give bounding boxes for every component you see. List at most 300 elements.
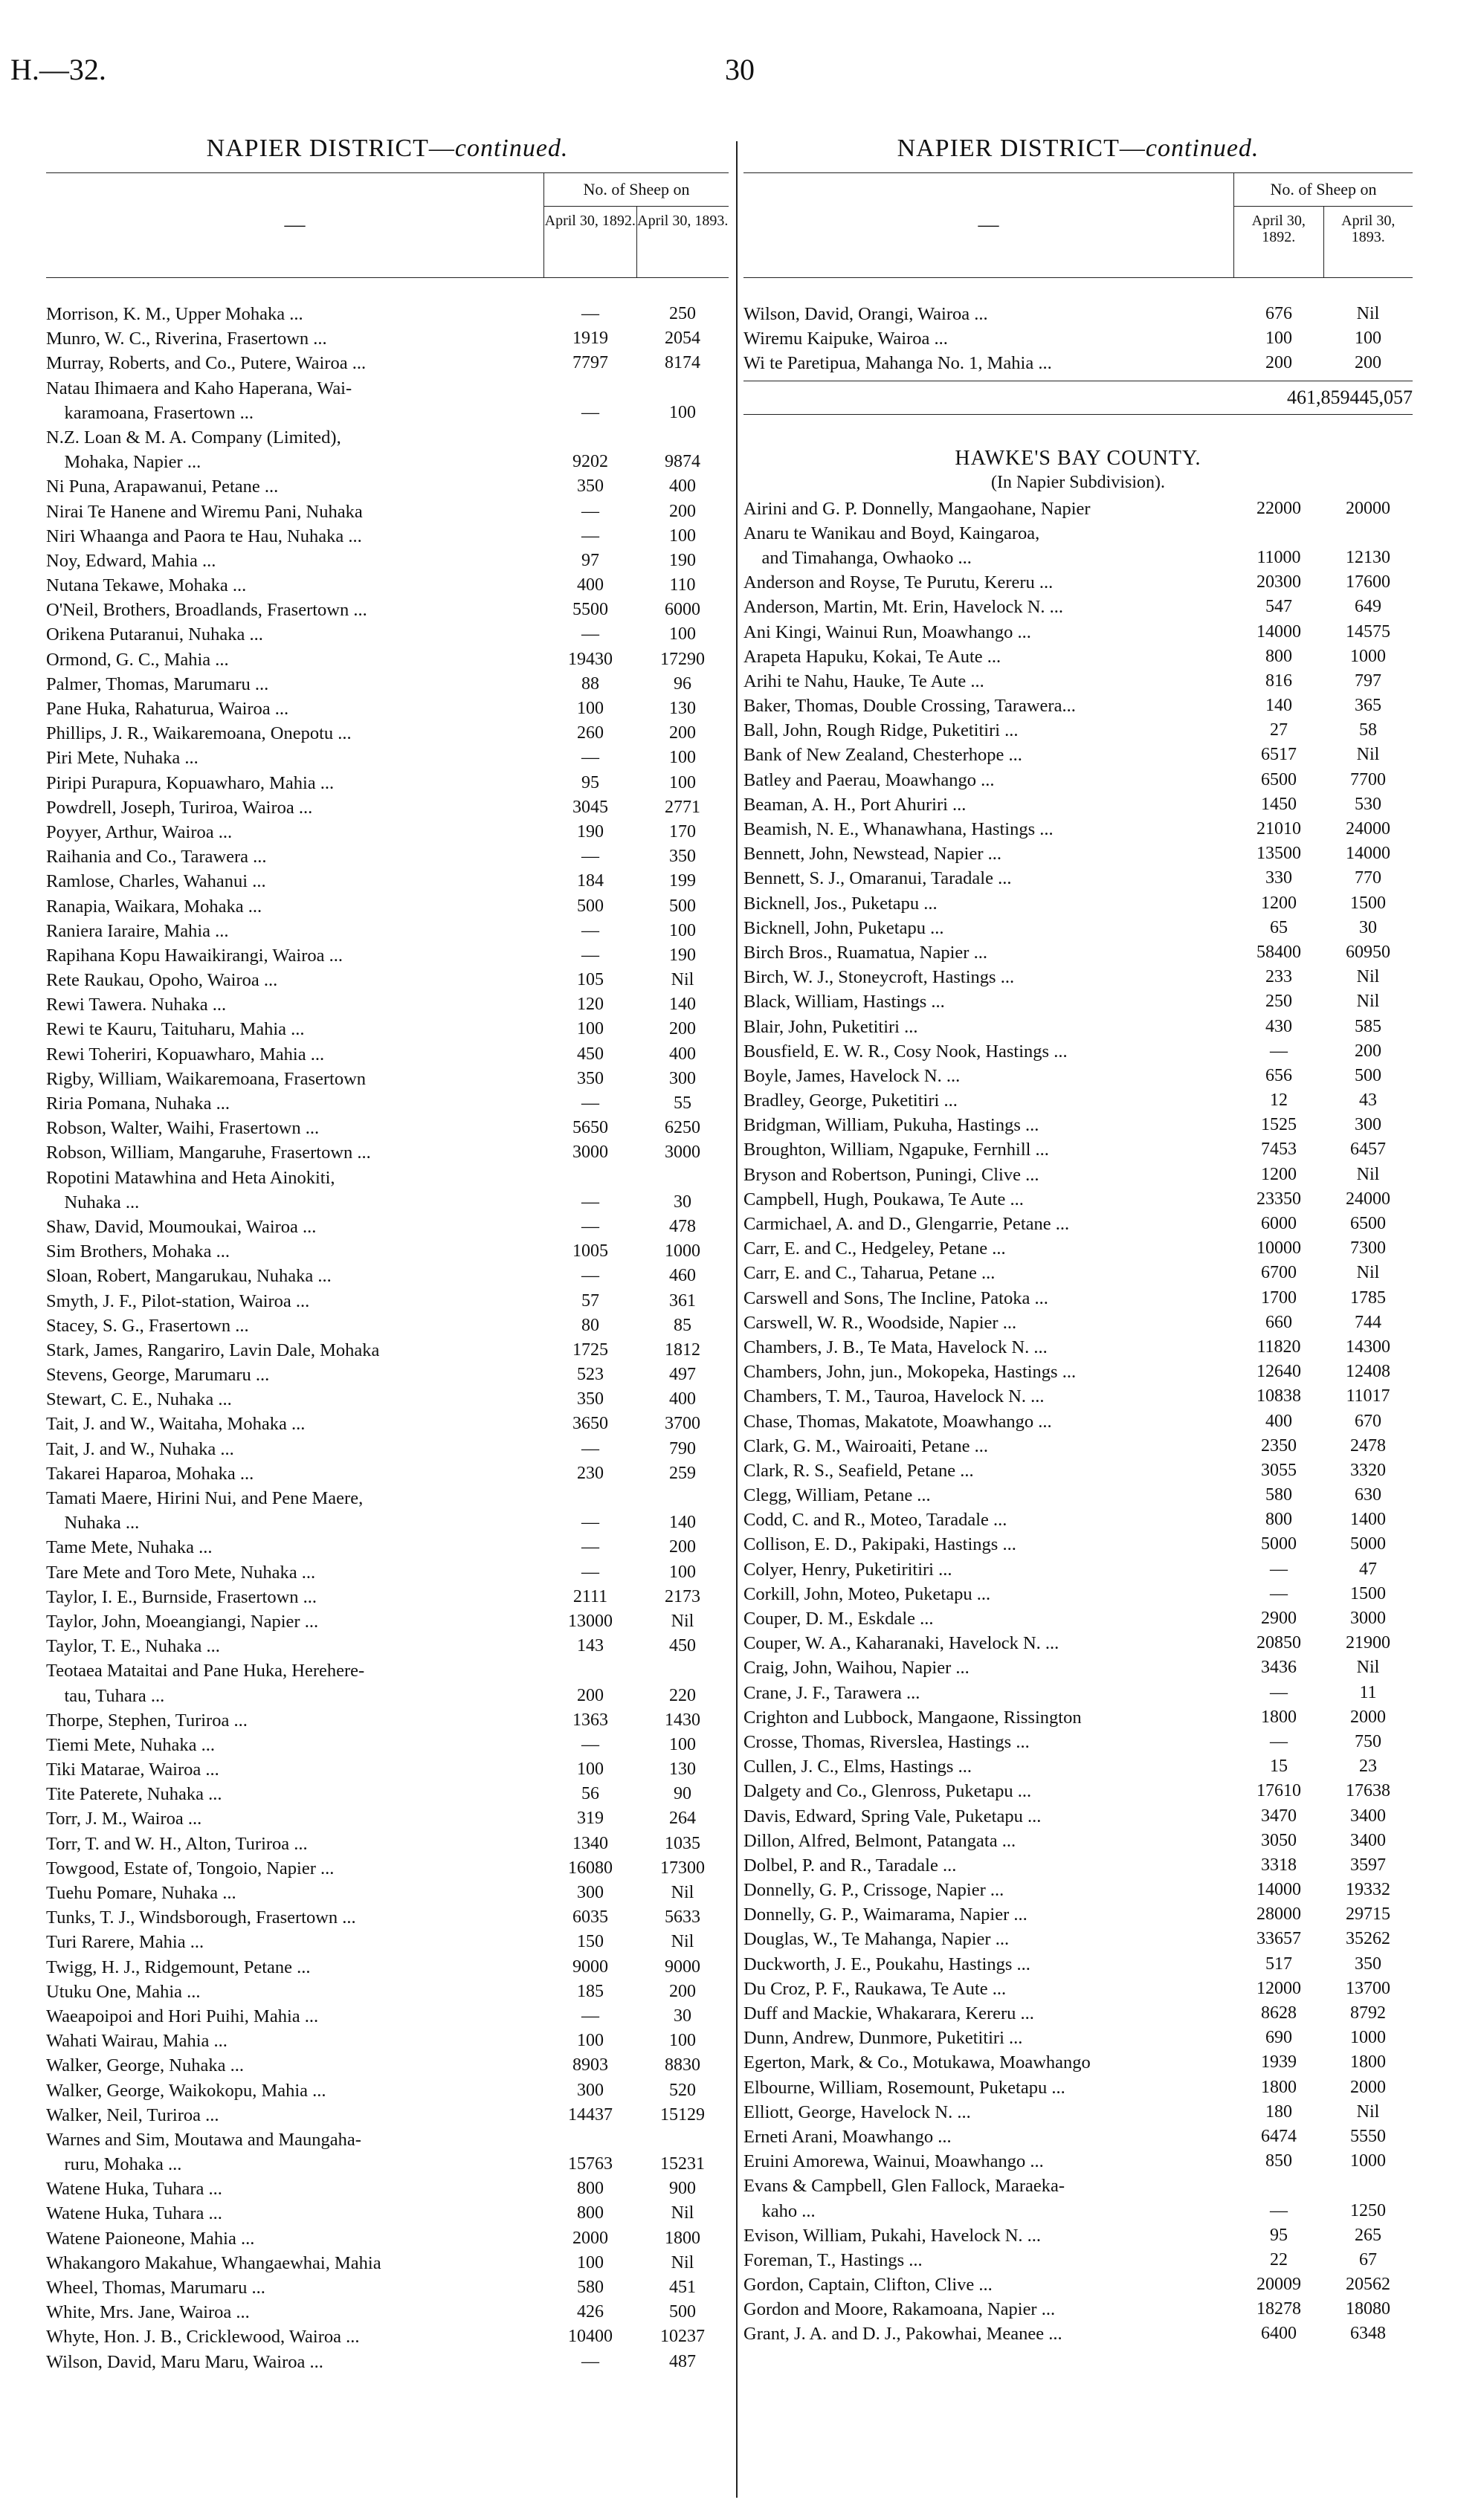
sheep-count-1892: 2111 [572,1586,608,1606]
sheep-count-1892: 319 [577,1809,604,1829]
owner-name: Nutana Tekawe, Mohaka ... [46,575,247,596]
owner-name: Stewart, C. E., Nuhaka ... [46,1389,232,1410]
sheep-count-1893: Nil [671,1932,694,1952]
sheep-count-1892: 523 [577,1365,604,1385]
sheep-count-1893: 11017 [1346,1386,1390,1406]
sheep-count-1893: 585 [1355,1016,1381,1036]
left-table-header [46,172,729,278]
sheep-count-1892: 233 [1265,967,1292,987]
table-row [743,2125,1413,2149]
owner-name: Duff and Mackie, Whakarara, Kereru ... [743,2003,1034,2023]
sheep-count-1892: — [581,1562,599,1582]
owner-name: Rewi Toheriri, Kopuawharo, Mahia ... [46,1044,325,1064]
owner-name: Warnes and Sim, Moutawa and Maungaha- [46,2129,361,2150]
table-row [46,943,729,968]
sheep-count-1893: 6250 [665,1118,700,1138]
sheep-count-1892: 517 [1265,1954,1292,1974]
table-row [743,1655,1413,1680]
sheep-count-1892: — [581,2006,599,2026]
district-total-row [743,381,1413,415]
table-row [46,2152,729,2177]
sheep-count-1892: 185 [577,1981,604,2001]
sheep-count-1892: 184 [577,871,604,891]
owner-name: Tiemi Mete, Nuhaka ... [46,1734,216,1755]
sheep-count-1892: — [581,1513,599,1533]
sheep-count-1892: 800 [577,2179,604,2199]
table-row [46,351,729,375]
owner-name: Dunn, Andrew, Dunmore, Puketitiri ... [743,2028,1023,2049]
sheep-count-1893: 190 [669,550,696,570]
table-row [743,1532,1413,1557]
owner-name: Gordon and Moore, Rakamoana, Napier ... [743,2299,1056,2320]
owner-name: Clark, R. S., Seafield, Petane ... [743,1460,974,1481]
owner-name: Ropotini Matawhina and Heta Ainokiti, [46,1167,335,1188]
sheep-count-1892: 6400 [1261,2324,1297,2344]
sheep-count-1893: Nil [671,2252,694,2272]
sheep-count-1893: 200 [669,501,696,521]
sheep-count-1893: 1800 [1350,2052,1386,2072]
table-row [46,1905,729,1930]
sheep-count-1893: 15129 [660,2104,705,2125]
left-sheep-header [543,173,729,277]
table-row [46,1017,729,1041]
owner-name: Corkill, John, Moteo, Puketapu ... [743,1583,991,1604]
owner-name: Riria Pomana, Nuhaka ... [46,1093,230,1114]
sheep-count-1892: 300 [577,1883,604,1902]
sheep-count-1893: 190 [669,945,696,965]
table-row [46,1806,729,1831]
sheep-count-1892: 1800 [1261,1707,1297,1727]
sheep-count-1892: 3470 [1261,1806,1297,1826]
table-row [46,401,729,425]
sheep-count-1892: 11000 [1256,547,1301,567]
sheep-count-1893: Nil [1356,1164,1380,1184]
sheep-count-1893: 1500 [1350,893,1386,913]
owner-name: Niri Whaanga and Paora te Hau, Nuhaka ... [46,526,362,546]
sheep-count-1892: 14000 [1256,1880,1301,1900]
table-row [46,968,729,992]
table-row [743,718,1413,743]
sheep-count-1893: Nil [1356,1263,1380,1283]
sheep-count-1893: 797 [1355,671,1381,691]
owner-name: Stacey, S. G., Frasertown ... [46,1315,249,1336]
table-row [46,1190,729,1215]
table-row [46,1930,729,1954]
table-row [743,866,1413,891]
table-row [743,302,1413,326]
sheep-count-1892: 426 [577,2302,604,2322]
right-column [743,125,1413,2347]
sheep-count-1893: 500 [669,2302,696,2322]
sheep-count-1892: 330 [1265,868,1292,888]
sheep-count-1892: 1363 [572,1710,608,1730]
sheep-count-1892: 12 [1270,1091,1288,1111]
owner-name: Nuhaka ... [46,1192,140,1212]
owner-name: Donnelly, G. P., Crissoge, Napier ... [743,1880,1004,1901]
sheep-count-1892: 1200 [1261,1164,1297,1184]
owner-name: Anaru te Wanikau and Boyd, Kaingaroa, [743,523,1040,543]
right-title-text: NAPIER DISTRICT— [897,135,1146,162]
table-row [743,1804,1413,1829]
sheep-count-1893: 5550 [1350,2126,1386,2146]
table-row [743,1286,1413,1311]
sheep-count-1892: 100 [577,2252,604,2272]
sheep-count-1893: 365 [1355,696,1381,716]
table-row [743,2050,1413,2075]
sheep-count-1893: 100 [1355,329,1381,349]
sheep-count-1893: 140 [669,995,696,1015]
sheep-count-1892: — [581,847,599,867]
owner-name: Duckworth, J. E., Poukahu, Hastings ... [743,1954,1030,1974]
sheep-count-1892: 17610 [1256,1781,1301,1801]
table-row [743,2174,1413,2198]
sheep-count-1892: 7797 [572,353,608,373]
table-row [46,2300,729,2324]
table-row [743,1236,1413,1261]
owner-name: Broughton, William, Ngapuke, Fernhill ... [743,1140,1049,1160]
sheep-count-1892: 143 [577,1636,604,1656]
table-row [743,841,1413,866]
sheep-count-1892: 350 [577,1068,604,1088]
sheep-count-1892: 18278 [1256,2299,1301,2319]
sheep-count-1892: 88 [581,673,599,694]
table-row [46,1757,729,1782]
right-table-header [743,172,1413,278]
sheep-count-1893: 259 [669,1463,696,1483]
sheep-count-1892: 2900 [1261,1609,1297,1628]
owner-name: Beaman, A. H., Port Ahuriri ... [743,794,967,815]
sheep-count-1893: 7300 [1350,1238,1386,1259]
sheep-count-1892 [544,1166,636,1190]
table-row [743,2297,1413,2322]
left-rows [46,302,729,2374]
table-row [743,1113,1413,1137]
owner-name: Waeapoipoi and Hori Puihi, Mahia ... [46,2006,319,2026]
table-row [46,844,729,869]
sheep-count-1892: 6035 [572,1907,608,1928]
sheep-count-1893: 30 [1359,917,1377,937]
sheep-count-1893: 264 [669,1809,696,1829]
sheep-count-1893: 100 [669,920,696,940]
sheep-count-1892: 400 [1265,1411,1292,1431]
table-row [743,989,1413,1014]
sheep-count-1893: 9000 [665,1957,700,1977]
sheep-count-1893: 140 [669,1513,696,1533]
owner-name: Orikena Putaranui, Nuhaka ... [46,624,263,645]
table-row [743,1434,1413,1458]
owner-name: Stark, James, Rangariro, Lavin Dale, Mohaka [46,1340,380,1360]
sheep-count-1893: 30 [674,2006,691,2026]
sheep-count-1893 [1323,2174,1413,2198]
sheep-count-1892: 22000 [1256,498,1301,518]
sheep-count-1892: — [581,945,599,965]
sheep-count-1893: 3000 [1350,1609,1386,1628]
sheep-count-1892: 10400 [568,2327,613,2347]
sheep-count-1892: 8903 [572,2055,608,2075]
sheep-count-1892: — [581,1438,599,1458]
sheep-count-1892: — [1270,1731,1288,1751]
owner-name: Elliott, George, Havelock N. ... [743,2101,971,2122]
sheep-count-1892: 140 [1265,696,1292,716]
sheep-count-1893 [636,1486,729,1511]
sheep-count-1893: 14300 [1346,1337,1390,1357]
sheep-count-1893: 12408 [1346,1362,1390,1382]
sheep-count-1893: 200 [669,723,696,743]
sheep-count-1893: 3400 [1350,1806,1386,1826]
sheep-count-1892: 660 [1265,1312,1292,1332]
sheep-count-1893 [636,425,729,450]
sheep-count-1893: 110 [669,575,696,595]
sheep-count-1893: 21900 [1346,1633,1390,1653]
table-row [743,1311,1413,1335]
table-row [743,1137,1413,1162]
sheep-count-1892: 57 [581,1290,599,1311]
owner-name: Dillon, Alfred, Belmont, Patangata ... [743,1830,1016,1851]
sheep-count-1893: 1400 [1350,1510,1386,1530]
owner-name: Codd, C. and R., Moteo, Taradale ... [743,1510,1007,1531]
sheep-count-1892: 3045 [572,797,608,817]
owner-name: Bicknell, Jos., Puketapu ... [743,893,938,914]
owner-name: Rigby, William, Waikaremoana, Frasertown [46,1068,367,1089]
sheep-count-1893: 220 [669,1685,696,1705]
sheep-count-1892: — [581,1537,599,1557]
table-row [46,2078,729,2103]
owner-name: Ormond, G. C., Mahia ... [46,649,229,670]
table-row [743,644,1413,669]
sheep-count-1892: 5500 [572,600,608,620]
sheep-count-1893: 350 [669,847,696,867]
owner-name: Stevens, George, Marumaru ... [46,1365,270,1386]
table-row [46,1658,729,1683]
table-row [743,940,1413,965]
owner-name: Taylor, John, Moeangiangi, Napier ... [46,1611,319,1632]
sheep-count-1893: 350 [1355,1954,1381,1974]
left-year-1892-header: April 30, 1892. [544,213,636,229]
sheep-count-1893: 9874 [665,452,700,472]
owner-name: Gordon, Captain, Clifton, Clive ... [743,2275,993,2296]
table-row [743,1902,1413,1927]
sheep-count-1892: 20300 [1256,572,1301,592]
table-row [743,620,1413,644]
sheep-count-1892: 100 [577,1019,604,1039]
sheep-count-1892: — [1270,1583,1288,1603]
owner-name: Erneti Arani, Moawhango ... [743,2126,952,2147]
table-row [743,1681,1413,1705]
table-row [46,2103,729,2128]
sheep-count-1892: 21010 [1256,819,1301,839]
sheep-count-1892: 33657 [1256,1929,1301,1949]
owner-name: Thorpe, Stephen, Turiroa ... [46,1710,248,1731]
sheep-count-1892: 1005 [572,1241,608,1261]
sheep-count-1893: 100 [669,1562,696,1582]
sheep-count-1893: 1000 [1350,2151,1386,2171]
table-row [743,1927,1413,1951]
owner-name: Carmichael, A. and D., Glengarrie, Petane ... [743,1214,1070,1234]
owner-name: Couper, W. A., Kaharanaki, Havelock N. ... [743,1633,1059,1654]
sheep-count-1892: 6500 [1261,769,1297,789]
sheep-count-1893: 200 [669,1981,696,2001]
table-row [46,1832,729,1856]
table-row [46,622,729,647]
owner-name: Torr, J. M., Wairoa ... [46,1809,202,1829]
sheep-count-1893: 100 [669,402,696,422]
sheep-count-1893: 790 [669,1438,696,1458]
owner-name: Grant, J. A. and D. J., Pakowhai, Meanee ... [743,2324,1062,2345]
owner-name: Sim Brothers, Mohaka ... [46,1241,230,1262]
sheep-count-1893: Nil [1356,967,1380,987]
sheep-count-1893: 130 [669,699,696,718]
sheep-count-1892: 20009 [1256,2275,1301,2295]
table-row [46,1437,729,1461]
owner-name: Crighton and Lubbock, Mangaone, Rissington [743,1707,1082,1728]
owner-name: Natau Ihimaera and Kaho Haperana, Wai- [46,378,352,398]
sheep-count-1893 [636,376,729,401]
sheep-count-1893: 1800 [665,2228,700,2248]
sheep-count-1893: 17638 [1346,1781,1390,1801]
sheep-count-1892: 850 [1265,2151,1292,2171]
sheep-count-1892: 100 [577,699,604,718]
table-row [46,1215,729,1239]
right-year-1893-header: April 30, 1893. [1323,207,1413,277]
table-row [46,450,729,474]
table-row [743,1878,1413,1902]
sheep-count-1893: 497 [669,1365,696,1385]
owner-name: White, Mrs. Jane, Wairoa ... [46,2302,250,2323]
sheep-count-1892: 56 [581,1784,599,1804]
table-row [46,672,729,697]
sheep-count-1893: 6348 [1350,2324,1386,2344]
table-row [46,2324,729,2349]
table-row [46,1733,729,1757]
table-row [46,1461,729,1486]
sheep-count-1892: — [581,402,599,422]
table-row [743,1483,1413,1508]
table-row [46,376,729,401]
sheep-count-1893: 100 [669,748,696,768]
table-row [743,2199,1413,2223]
sheep-count-1893: 6500 [1350,1214,1386,1233]
owner-name: Murray, Roberts, and Co., Putere, Wairoa ... [46,353,367,374]
sheep-count-1893: 17290 [660,649,705,669]
table-row [46,1486,729,1511]
sheep-count-1893: 300 [669,1068,696,1088]
right-rows-top [743,302,1413,376]
owner-name: Pane Huka, Rahaturua, Wairoa ... [46,699,289,719]
table-row [46,1856,729,1881]
sheep-count-1892: 400 [577,575,604,595]
sheep-count-1892: 11820 [1256,1337,1301,1357]
owner-name: Crane, J. F., Tarawera ... [743,1682,920,1703]
sheep-count-1892: 1700 [1261,1288,1297,1308]
owner-name: Campbell, Hugh, Poukawa, Te Aute ... [743,1189,1024,1209]
sheep-count-1893: 3320 [1350,1460,1386,1480]
table-row [743,1212,1413,1236]
owner-name: Carswell and Sons, The Incline, Patoka ... [743,1288,1048,1308]
owner-name: Tare Mete and Toro Mete, Nuhaka ... [46,1562,316,1583]
table-row [46,474,729,499]
sheep-count-1892: — [1270,2200,1288,2220]
table-row [46,302,729,326]
owner-name: Wi te Paretipua, Mahanga No. 1, Mahia ... [743,353,1052,374]
table-row [46,820,729,844]
owner-name: Torr, T. and W. H., Alton, Turiroa ... [46,1833,308,1854]
owner-name: Phillips, J. R., Waikaremoana, Onepotu ... [46,723,352,744]
table-row [743,1261,1413,1285]
owner-name: Colyer, Henry, Puketiritiri ... [743,1559,952,1580]
sheep-count-1893: Nil [1356,745,1380,765]
owner-name: Rete Raukau, Opoho, Wairoa ... [46,970,278,991]
sheep-count-1892: 150 [577,1932,604,1952]
sheep-count-1893: 1000 [665,1241,700,1261]
right-district-title [743,125,1413,172]
owner-name: N.Z. Loan & M. A. Company (Limited), [46,427,341,448]
sheep-count-1892: 3650 [572,1414,608,1434]
sheep-count-1892: 12000 [1256,1978,1301,1998]
owner-name: Towgood, Estate of, Tongoio, Napier ... [46,1858,335,1878]
sheep-count-1893 [636,2128,729,2152]
table-row [46,1140,729,1165]
table-row [46,2029,729,2053]
sheep-count-1893: 750 [1355,1731,1381,1751]
owner-name: Robson, Walter, Waihi, Frasertown ... [46,1118,320,1139]
owner-name: Bryson and Robertson, Puningi, Clive ... [743,1164,1039,1185]
table-row [46,1634,729,1658]
table-row [46,1314,729,1338]
sheep-count-1893: 200 [669,1537,696,1557]
owner-name: Taylor, I. E., Burnside, Frasertown ... [46,1586,317,1607]
table-row [743,1853,1413,1878]
sheep-count-1892: 500 [577,896,604,916]
sheep-count-1893: 6457 [1350,1140,1386,1160]
sheep-count-1893: 8830 [665,2055,700,2075]
sheep-count-1892: 100 [577,1760,604,1780]
table-row [46,2275,729,2300]
table-row [743,1335,1413,1360]
owner-name: Beamish, N. E., Whanawhana, Hastings ... [743,819,1054,839]
owner-name: Wahati Wairau, Mahia ... [46,2031,228,2052]
table-row [46,746,729,770]
table-row [46,721,729,746]
owner-name: Birch, W. J., Stoneycroft, Hastings ... [743,967,1015,988]
sheep-count-1892: 1919 [572,329,608,349]
right-rows [743,497,1413,2347]
sheep-count-1893: 460 [669,1266,696,1286]
sheep-count-1892: 95 [1270,2225,1288,2245]
sheep-count-1893: 520 [669,2080,696,2100]
county-subtitle: (In Napier Subdivision). [991,472,1165,492]
sheep-count-1892: 97 [581,550,599,570]
table-row [743,792,1413,817]
owner-name: Raniera Iaraire, Mahia ... [46,920,229,941]
sheep-count-1892: — [581,1266,599,1286]
owner-name: Ramlose, Charles, Wahanui ... [46,871,266,892]
sheep-count-1892: 816 [1265,671,1292,691]
owner-name: Mohaka, Napier ... [46,452,201,473]
owner-name: Nirai Te Hanene and Wiremu Pani, Nuhaka [46,501,363,522]
table-row [743,817,1413,841]
owner-name: Clegg, William, Petane ... [743,1485,931,1506]
owner-name: Wheel, Thomas, Marumaru ... [46,2278,265,2298]
sheep-count-1892: 580 [577,2278,604,2297]
sheep-count-1893: 8792 [1350,2003,1386,2023]
table-row [743,1458,1413,1483]
owner-name: Bridgman, William, Pukuha, Hastings ... [743,1115,1039,1136]
sheep-count-1892: 22 [1270,2249,1288,2269]
table-row [743,351,1413,375]
owner-name: Anderson, Martin, Mt. Erin, Havelock N. ... [743,597,1064,618]
owner-name: Davis, Edward, Spring Vale, Puketapu ... [743,1806,1042,1826]
sheep-count-1892 [1234,521,1323,546]
